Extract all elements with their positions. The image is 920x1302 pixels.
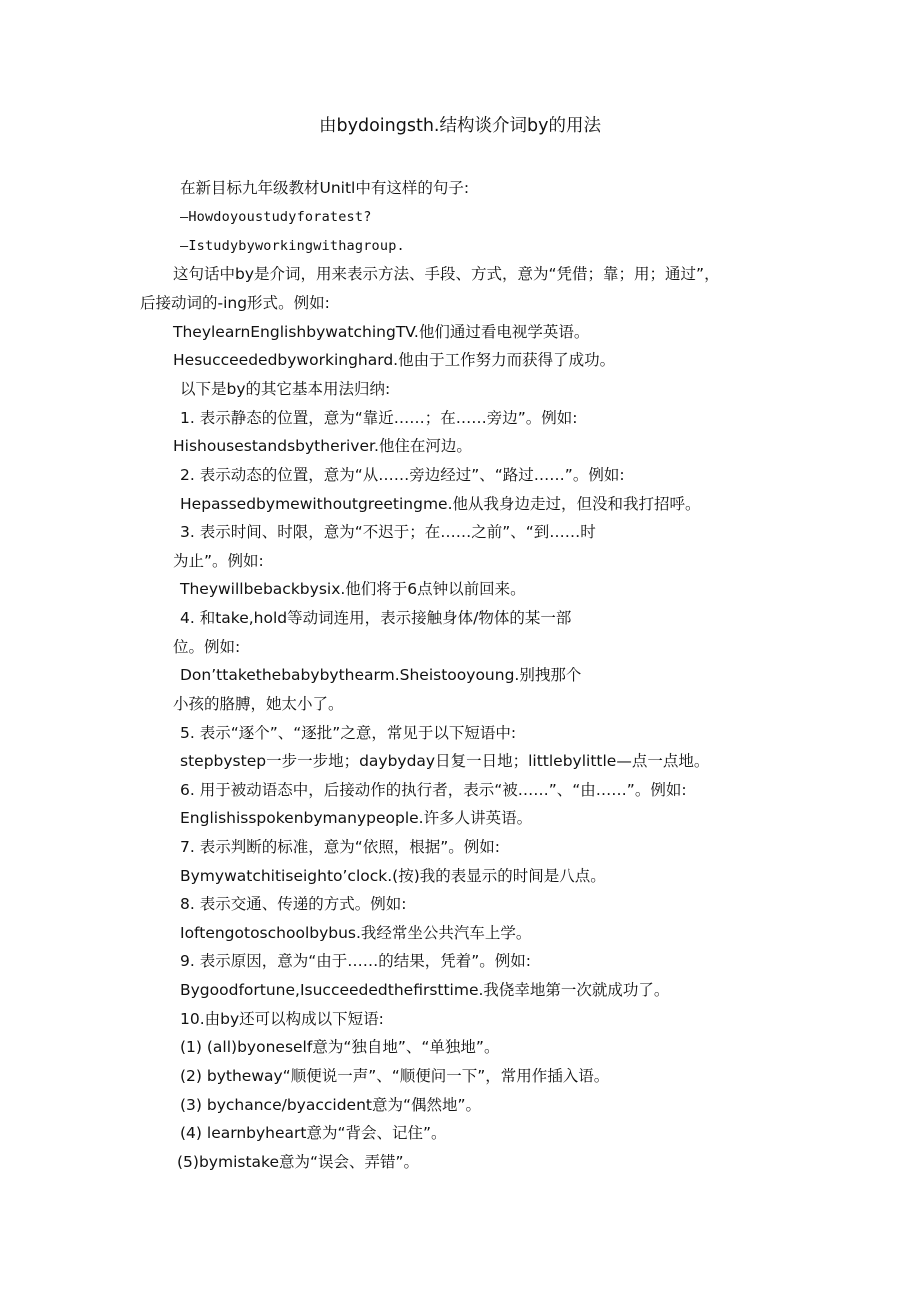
phrase-item: (3) bychance/byaccident意为“偶然地”。 [180, 1096, 482, 1114]
phrase-item: (2) bytheway“顺便说一声”、“顺便问一下”，常用作插入语。 [180, 1067, 610, 1085]
text-line: 后接动词的-ing形式。例如: [140, 294, 330, 312]
numbered-item: 3. 表示时间、时限，意为“不迟于；在……之前”、“到……时 [180, 523, 596, 541]
text-line: 在新目标九年级教材Unitl中有这样的句子: [180, 179, 470, 197]
numbered-item: 7. 表示判断的标准，意为“依照，根据”。例如: [180, 838, 500, 856]
example-line: Hishousestandsbytheriver.他住在河边。 [173, 437, 472, 455]
phrase-item: (4) learnbyheart意为“背会、记住”。 [180, 1124, 447, 1142]
text-line: 为止”。例如: [173, 552, 264, 570]
example-line: Ioftengotoschoolbybus.我经常坐公共汽车上学。 [180, 924, 532, 942]
numbered-item: 2. 表示动态的位置，意为“从……旁边经过”、“路过……”。例如: [180, 466, 625, 484]
text-line: 以下是by的其它基本用法归纳: [180, 380, 391, 398]
example-line: Bygoodfortune,Isucceededthefirsttime.我侥幸地第一次就成功了。 [180, 981, 670, 999]
phrase-item: (1) (all)byoneself意为“独自地”、“单独地”。 [180, 1038, 500, 1056]
example-line: Englishisspokenbymanypeople.许多人讲英语。 [180, 809, 533, 827]
numbered-item: 5. 表示“逐个”、“逐批”之意，常见于以下短语中: [180, 724, 517, 742]
example-line: stepbystep一步一步地；daybyday日复一日地；littlebylittle—点一点地。 [180, 752, 710, 770]
example-line: Don’ttakethebabybythearm.Sheistooyoung.别拽那个 [180, 666, 582, 684]
text-line: 这句话中by是介词，用来表示方法、手段、方式，意为“凭借；靠；用；通过”， [173, 265, 720, 283]
text-line: —Istudybyworkingwithagroup. [180, 238, 405, 254]
numbered-item: 9. 表示原因，意为“由于……的结果，凭着”。例如: [180, 952, 531, 970]
numbered-item: 1. 表示静态的位置，意为“靠近……；在……旁边”。例如: [180, 409, 578, 427]
page-title: 由bydoingsth.结构谈介词by的用法 [319, 116, 601, 136]
phrase-item: (5)bymistake意为“误会、弄错”。 [177, 1153, 420, 1171]
numbered-item: 4. 和take,hold等动词连用，表示接触身体/物体的某一部 [180, 609, 572, 627]
numbered-item: 8. 表示交通、传递的方式。例如: [180, 895, 407, 913]
text-line: 小孩的胳膊，她太小了。 [173, 695, 344, 713]
text-line: —Howdoyoustudyforatest? [180, 209, 372, 225]
example-line: Hesucceededbyworkinghard.他由于工作努力而获得了成功。 [173, 351, 616, 369]
example-line: Theywillbebackbysix.他们将于6点钟以前回来。 [180, 580, 526, 598]
numbered-item: 10.由by还可以构成以下短语: [180, 1010, 384, 1028]
text-line: 位。例如: [173, 638, 241, 656]
numbered-item: 6. 用于被动语态中，后接动作的执行者，表示“被……”、“由……”。例如: [180, 781, 687, 799]
example-line: Bymywatchitiseighto’clock.(按)我的表显示的时间是八点。 [180, 867, 606, 885]
example-line: TheylearnEnglishbywatchingTV.他们通过看电视学英语。 [173, 323, 590, 341]
example-line: Hepassedbymewithoutgreetingme.他从我身边走过，但没和我打招呼。 [180, 495, 701, 513]
